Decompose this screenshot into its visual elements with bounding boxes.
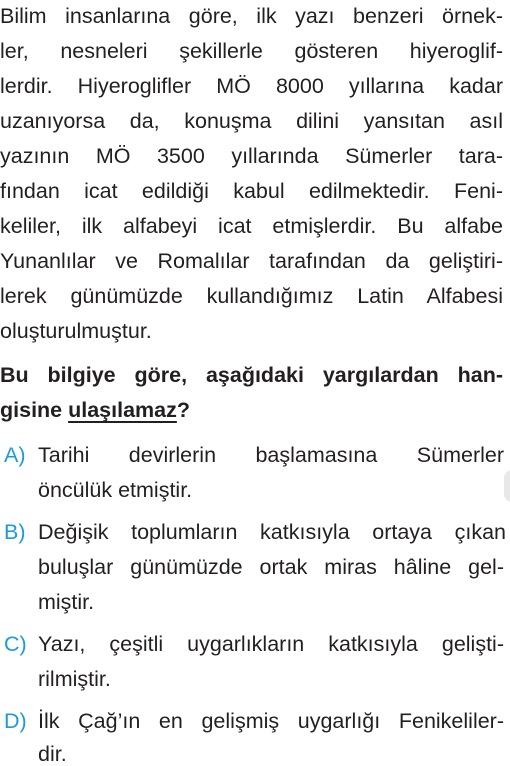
passage-line: oluşturulmuştur. — [0, 319, 152, 343]
passage-line: fından icat edildiği kabul edilmektedir. Feni- — [0, 179, 503, 203]
option-text: buluşlar günümüzde ortak miras hâline gel- — [38, 555, 504, 579]
passage-line: lerdir. Hiyeroglifler MÖ 8000 yıllarına kadar — [0, 74, 503, 98]
passage-line: Bilim insanlarına göre, ilk yazı benzeri örnek- — [0, 4, 503, 28]
option-letter: C) — [4, 632, 27, 656]
option-letter: B) — [4, 520, 26, 544]
passage-line: lerek günümüzde kullandığımız Latin Alfabesi — [0, 284, 503, 308]
option-text: miştir. — [38, 590, 95, 614]
option-text: Değişik toplumların katkısıyla ortaya çıkan — [38, 520, 506, 544]
option-text: İlk Çağ’ın en gelişmiş uygarlığı Fenikeliler- — [38, 709, 504, 733]
passage-line: Yunanlılar ve Romalılar tarafından da geliştiri- — [0, 249, 503, 273]
option-letter: D) — [4, 709, 27, 733]
option-text: rilmiştir. — [38, 667, 111, 691]
passage-line: yazının MÖ 3500 yıllarında Sümerler tara- — [0, 144, 503, 168]
question-keyword: ulaşılamaz — [68, 398, 177, 422]
option-text: öncülük etmiştir. — [38, 478, 193, 502]
option-text: Tarihi devirlerin başlamasına Sümerler — [38, 443, 504, 467]
question-text: gisine — [0, 398, 69, 422]
question-line: Bu bilgiye göre, aşağıdaki yargılardan han- — [0, 363, 503, 387]
passage-line: keliler, ilk alfabeyi icat etmişlerdir. Bu alfabe — [0, 214, 503, 238]
question-line — [0, 400, 190, 422]
passage-line: uzanıyorsa da, konuşma dilini yansıtan asıl — [0, 109, 503, 133]
page-edge-tab — [504, 470, 510, 502]
option-letter: A) — [4, 443, 26, 467]
option-text: Yazı, çeşitli uygarlıkların katkısıyla gelişti- — [38, 632, 504, 656]
question-mark: ? — [176, 398, 190, 422]
option-text: dir. — [38, 742, 67, 766]
passage-line: ler, nesneleri şekillerle gösteren hiyeroglif- — [0, 39, 503, 63]
